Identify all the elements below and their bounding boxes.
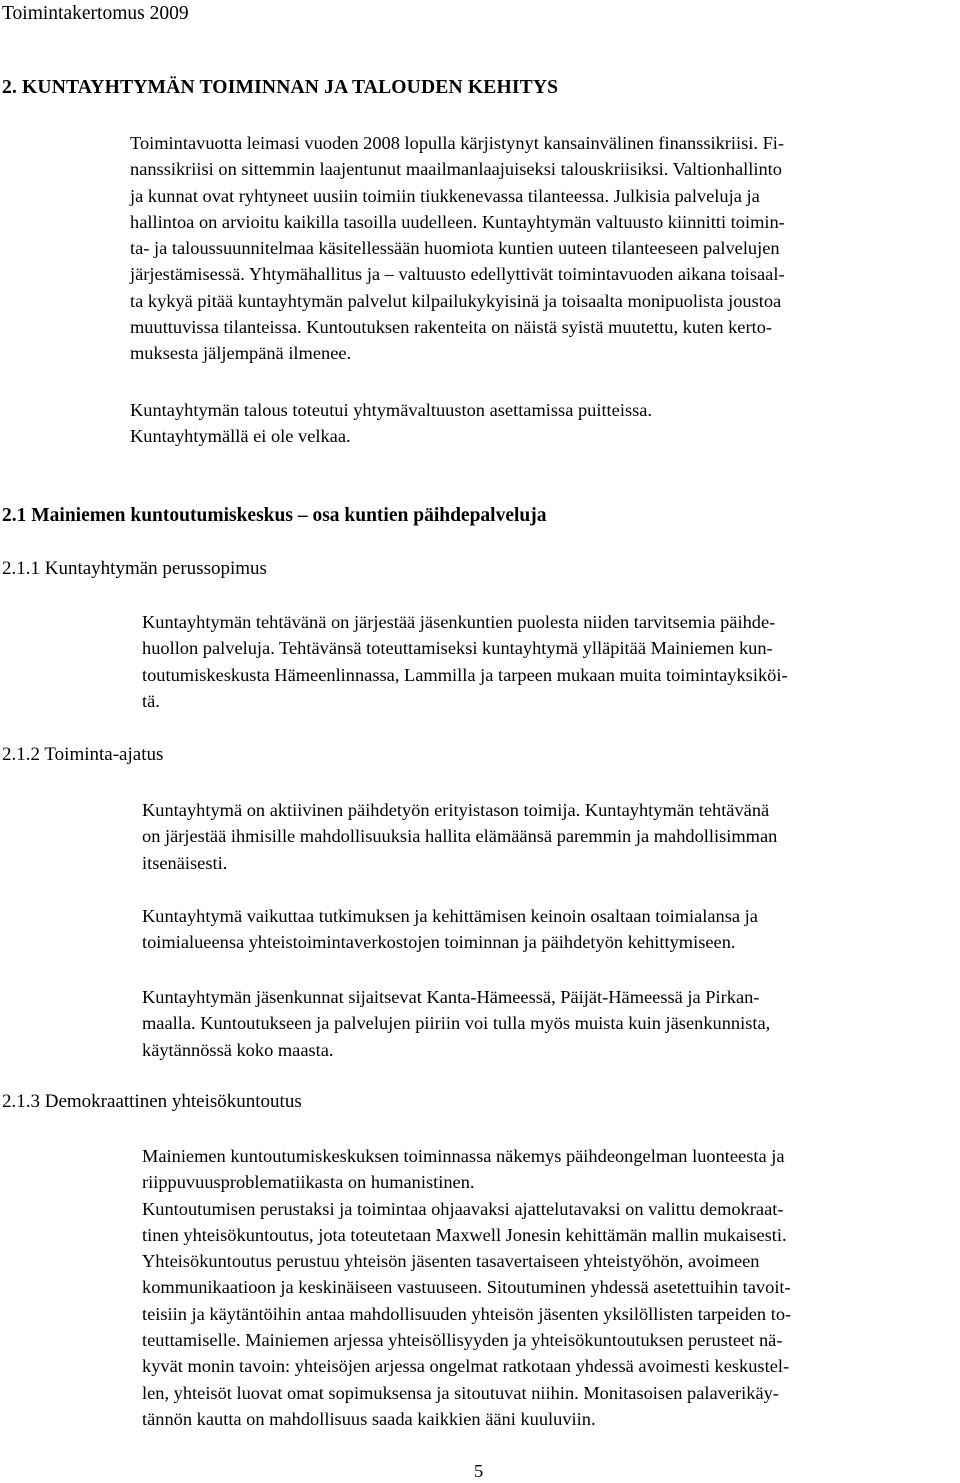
text-line: Toimintavuotta leimasi vuoden 2008 lopulla kärjistynyt kansainvälinen finanssikriisi. Fi- [130, 133, 785, 153]
text-line: on järjestää ihmisille mahdollisuuksia hallita elämäänsä paremmin ja mahdollisimman [142, 826, 778, 847]
text-line: hallintoa on arvioitu kaikilla tasoilla uudelleen. Kuntayhtymän valtuusto kiinnitti toimin- [130, 211, 785, 232]
toiminta-ajatus-paragraph-2 [142, 903, 758, 956]
text-line: järjestämisessä. Yhtymähallitus ja – valtuusto edellyttivät toimintavuoden aikana toisaal- [130, 264, 785, 285]
text-line: Kuntoutumisen perustaksi ja toimintaa ohjaavaksi ajattelutavaksi on valittu demokraat- [142, 1198, 784, 1219]
text-line: teuttamiselle. Mainiemen arjessa yhteisöllisyyden ja yhteisökuntoutuksen perusteet nä- [142, 1330, 783, 1351]
text-line: teisiin ja käytäntöihin antaa mahdollisuuden yhteisön jäsenten yksilöllisten tarpeiden to- [142, 1303, 792, 1324]
text-line: muuttuvissa tilanteissa. Kuntoutuksen rakenteita on näistä syistä muutettu, kuten kerto- [130, 317, 773, 338]
intro-paragraph-1 [130, 130, 785, 367]
chapter-title: 2. KUNTAYHTYMÄN TOIMINNAN JA TALOUDEN KEHITYS [2, 77, 559, 98]
text-line: tännön kautta on mahdollisuus saada kaikkien ääni kuuluviin. [142, 1408, 596, 1429]
text-line: Kuntayhtymä on aktiivinen päihdetyön erityistason toimija. Kuntayhtymän tehtävänä [142, 800, 770, 820]
text-line: ta- ja taloussuunnitelmaa käsitellessään huomiota kuntien uuteen tilanteeseen palvelujen [130, 238, 780, 259]
text-line: kyvät monin tavoin: yhteisöjen arjessa ongelmat ratkotaan yhdessä avoimesti keskustel- [142, 1356, 790, 1377]
text-line: tä. [142, 690, 160, 711]
intro-paragraph-2 [130, 397, 652, 450]
text-line: kommunikaatioon ja keskinäiseen vastuuseen. Sitoutuminen yhdessä asetettuihin tavoit- [142, 1277, 791, 1298]
text-line: Kuntayhtymällä ei ole velkaa. [130, 426, 351, 447]
section-title-2-1: 2.1 Mainiemen kuntoutumiskeskus – osa kuntien päihdepalveluja [2, 505, 547, 526]
text-line: itsenäisesti. [142, 852, 228, 873]
text-line: muksesta jäljempänä ilmenee. [130, 343, 352, 364]
text-line: Kuntayhtymän tehtävänä on järjestää jäsenkuntien puolesta niiden tarvitsemia päihde- [142, 612, 776, 632]
text-line: maalla. Kuntoutukseen ja palvelujen piiriin voi tulla myös muista kuin jäsenkunnista, [142, 1013, 771, 1034]
text-line: toutumiskeskusta Hämeenlinnassa, Lammilla ja tarpeen mukaan muita toimintayksiköi- [142, 664, 788, 685]
toiminta-ajatus-paragraph-3 [142, 984, 770, 1063]
section-title-2-1-3: 2.1.3 Demokraattinen yhteisökuntoutus [2, 1091, 302, 1112]
text-line: käytännössä koko maasta. [142, 1039, 334, 1060]
text-line: nanssikriisi on sittemmin laajentunut maailmanlaajuiseksi talouskriisiksi. Valtionhallinto [130, 159, 782, 180]
text-line: tinen yhteisökuntoutus, jota toteutetaan Maxwell Jonesin kehittämän mallin mukaisesti. [142, 1224, 787, 1245]
section-title-2-1-2: 2.1.2 Toiminta-ajatus [2, 744, 164, 765]
text-line: Mainiemen kuntoutumiskeskuksen toiminnassa näkemys päihdeongelman luonteesta ja [142, 1146, 785, 1166]
text-line: Kuntayhtymän talous toteutui yhtymävaltuuston asettamissa puitteissa. [130, 400, 653, 420]
yhteisokuntoutus-paragraph [142, 1143, 791, 1432]
text-line: len, yhteisöt luovat omat sopimuksensa ja sitoutuvat niihin. Monitasoisen palaverikäy- [142, 1382, 779, 1403]
text-line: ta kykyä pitää kuntayhtymän palvelut kilpailukykyisinä ja toisaalta monipuolista joustoa [130, 290, 782, 311]
running-header: Toimintakertomus 2009 [2, 3, 189, 24]
text-line: Kuntayhtymä vaikuttaa tutkimuksen ja kehittämisen keinoin osaltaan toimialansa ja [142, 906, 758, 926]
page-number: 5 [474, 1461, 484, 1481]
text-line: Kuntayhtymän jäsenkunnat sijaitsevat Kanta-Hämeessä, Päijät-Hämeessä ja Pirkan- [142, 987, 760, 1007]
text-line: Yhteisökuntoutus perustuu yhteisön jäsenten tasavertaiseen yhteistyöhön, avoimeen [142, 1251, 760, 1272]
text-line: huollon palveluja. Tehtävänsä toteuttamiseksi kuntayhtymä ylläpitää Mainiemen kun- [142, 638, 773, 659]
text-line: toimialueensa yhteistoimintaverkostojen toiminnan ja päihdetyön kehittymiseen. [142, 932, 736, 953]
section-title-2-1-1: 2.1.1 Kuntayhtymän perussopimus [2, 558, 267, 579]
text-line: riippuvuusproblematiikasta on humanistinen. [142, 1172, 475, 1193]
toiminta-ajatus-paragraph-1 [142, 797, 777, 876]
perussopimus-paragraph [142, 609, 788, 714]
text-line: ja kunnat ovat ryhtyneet uusiin toimiin tiukkenevassa tilanteessa. Julkisia palveluja ja [130, 185, 760, 206]
